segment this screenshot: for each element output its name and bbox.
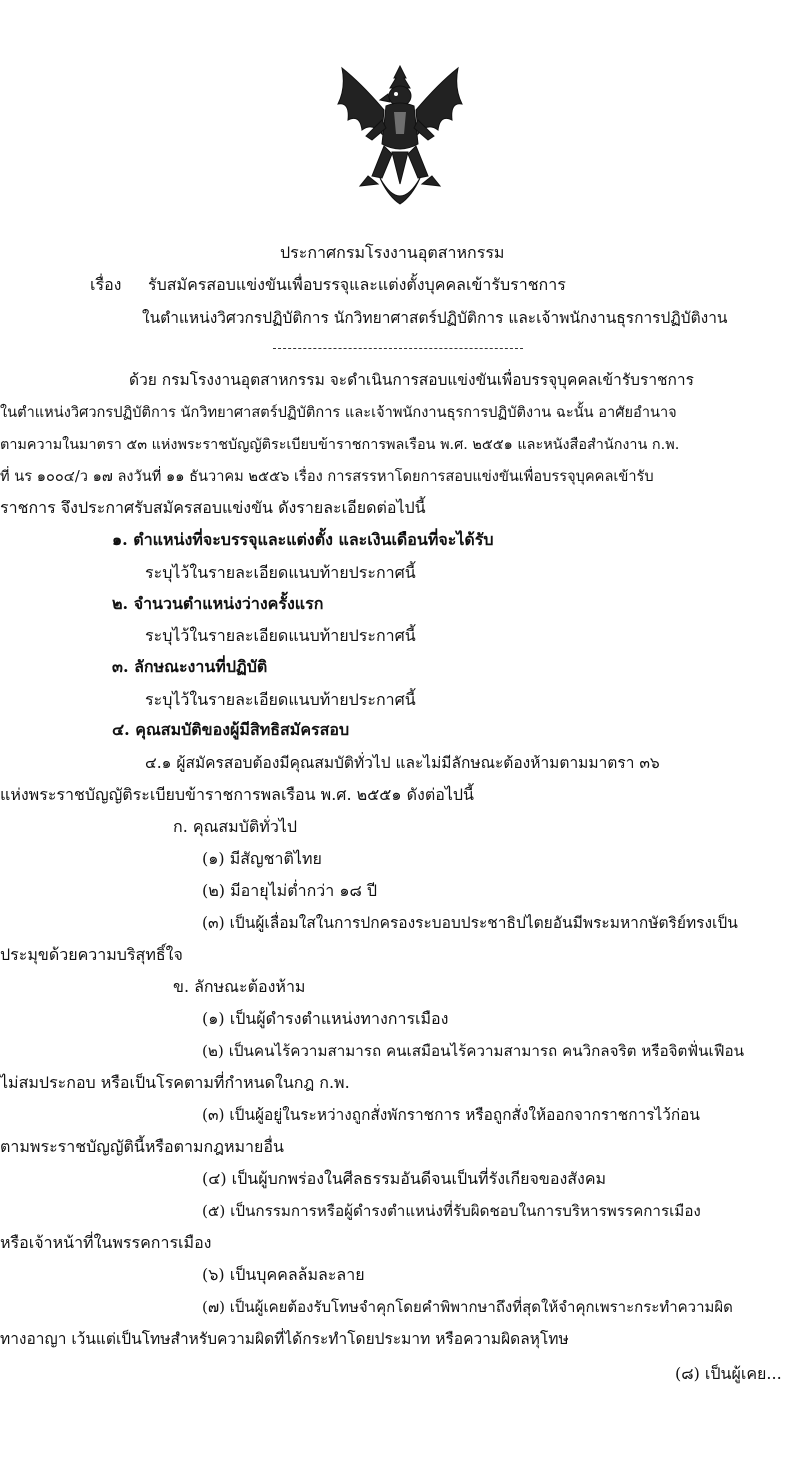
prohibited-heading: ข. ลักษณะต้องห้าม: [173, 977, 306, 996]
prohibited-item-3: (๓) เป็นผู้อยู่ในระหว่างถูกสั่งพักราชการ หรือถูกสั่งให้ออกจากราชการไว้ก่อน: [202, 1106, 700, 1124]
garuda-emblem: [332, 64, 468, 214]
subject-line-2: ในตำแหน่งวิศวกรปฏิบัติการ นักวิทยาศาสตร์ปฏิบัติการ และเจ้าพนักงานธุรการปฏิบัติงาน: [142, 309, 728, 327]
section-2-heading: ๒. จำนวนตำแหน่งว่างครั้งแรก: [112, 594, 324, 613]
prohibited-item-4: (๔) เป็นผู้บกพร่องในศีลธรรมอันดีจนเป็นที่รังเกียจของสังคม: [202, 1169, 607, 1188]
prohibited-item-6: (๖) เป็นบุคคลล้มละลาย: [202, 1265, 365, 1284]
announcement-title: ประกาศกรมโรงงานอุตสาหกรรม: [280, 243, 505, 262]
prohibited-item-5: (๕) เป็นกรรมการหรือผู้ดำรงตำแหน่งที่รับผิดชอบในการบริหารพรรคการเมือง: [202, 1202, 701, 1220]
prohibited-item-3-cont: ตามพระราชบัญญัตินี้หรือตามกฎหมายอื่น: [0, 1137, 284, 1156]
section-1-heading: ๑. ตำแหน่งที่จะบรรจุและแต่งตั้ง และเงินเดือนที่จะได้รับ: [112, 530, 494, 549]
intro-line-4: ที่ นร ๑๐๐๔/ว ๑๗ ลงวันที่ ๑๑ ธันวาคม ๒๕๕๖ เรื่อง การสรรหาโดยการสอบแข่งขันเพื่อบรรจุบุคคลเข้ารับ: [0, 468, 654, 485]
intro-line-2: ในตำแหน่งวิศวกรปฏิบัติการ นักวิทยาศาสตร์ปฏิบัติการ และเจ้าพนักงานธุรการปฏิบัติงาน ฉะนั้น อาศัยอำนาจ: [0, 404, 677, 421]
intro-line-3: ตามความในมาตรา ๕๓ แห่งพระราชบัญญัติระเบียบข้าราชการพลเรือน พ.ศ. ๒๕๕๑ และหนังสือสำนักงาน ก.พ.: [0, 437, 680, 453]
prohibited-item-2-cont: ไม่สมประกอบ หรือเป็นโรคตามที่กำหนดในกฎ ก.พ.: [0, 1073, 350, 1092]
prohibited-item-2: (๒) เป็นคนไร้ความสามารถ คนเสมือนไร้ความสามารถ คนวิกลจริต หรือจิตฟั่นเฟือน: [202, 1042, 744, 1060]
subject-label: เรื่อง: [90, 275, 122, 294]
general-qual-item-3-cont: ประมุขด้วยความบริสุทธิ์ใจ: [0, 945, 183, 964]
general-qual-item-3: (๓) เป็นผู้เลื่อมใสในการปกครองระบอบประชาธิปไตยอันมีพระมหากษัตริย์ทรงเป็น: [202, 914, 738, 932]
intro-line-5: ราชการ จึงประกาศรับสมัครสอบแข่งขัน ดังรายละเอียดต่อไปนี้: [0, 498, 426, 517]
general-qual-item-2: (๒) มีอายุไม่ต่ำกว่า ๑๘ ปี: [202, 881, 378, 900]
general-qual-heading: ก. คุณสมบัติทั่วไป: [173, 817, 297, 836]
section-4-heading: ๔. คุณสมบัติของผู้มีสิทธิสมัครสอบ: [112, 720, 350, 739]
qual-4-1-line-1: ๔.๑ ผู้สมัครสอบต้องมีคุณสมบัติทั่วไป และไม่มีลักษณะต้องห้ามตามมาตรา ๓๖: [145, 754, 660, 772]
section-2-text: ระบุไว้ในรายละเอียดแนบท้ายประกาศนี้: [145, 626, 416, 645]
prohibited-item-5-cont: หรือเจ้าหน้าที่ในพรรคการเมือง: [0, 1233, 212, 1252]
section-3-heading: ๓. ลักษณะงานที่ปฏิบัติ: [112, 657, 268, 676]
section-1-text: ระบุไว้ในรายละเอียดแนบท้ายประกาศนี้: [145, 563, 416, 582]
qual-4-1-line-2: แห่งพระราชบัญญัติระเบียบข้าราชการพลเรือน พ.ศ. ๒๕๕๑ ดังต่อไปนี้: [0, 785, 474, 804]
subject-line-1: รับสมัครสอบแข่งขันเพื่อบรรจุและแต่งตั้งบุคคลเข้ารับราชการ: [148, 275, 566, 294]
intro-line-1: ด้วย กรมโรงงานอุตสาหกรรม จะดำเนินการสอบแข่งขันเพื่อบรรจุบุคคลเข้ารับราชการ: [129, 371, 694, 389]
prohibited-item-7-cont: ทางอาญา เว้นแต่เป็นโทษสำหรับความผิดที่ได้กระทำโดยประมาท หรือความผิดลหุโทษ: [0, 1330, 569, 1348]
prohibited-item-1: (๑) เป็นผู้ดำรงตำแหน่งทางการเมือง: [202, 1009, 449, 1028]
general-qual-item-1: (๑) มีสัญชาติไทย: [202, 849, 322, 868]
separator-line: [273, 348, 523, 349]
section-3-text: ระบุไว้ในรายละเอียดแนบท้ายประกาศนี้: [145, 690, 416, 709]
page-continuation: (๘) เป็นผู้เคย...: [675, 1364, 782, 1383]
prohibited-item-7: (๗) เป็นผู้เคยต้องรับโทษจำคุกโดยคำพิพากษาถึงที่สุดให้จำคุกเพราะกระทำความผิด: [202, 1298, 733, 1316]
